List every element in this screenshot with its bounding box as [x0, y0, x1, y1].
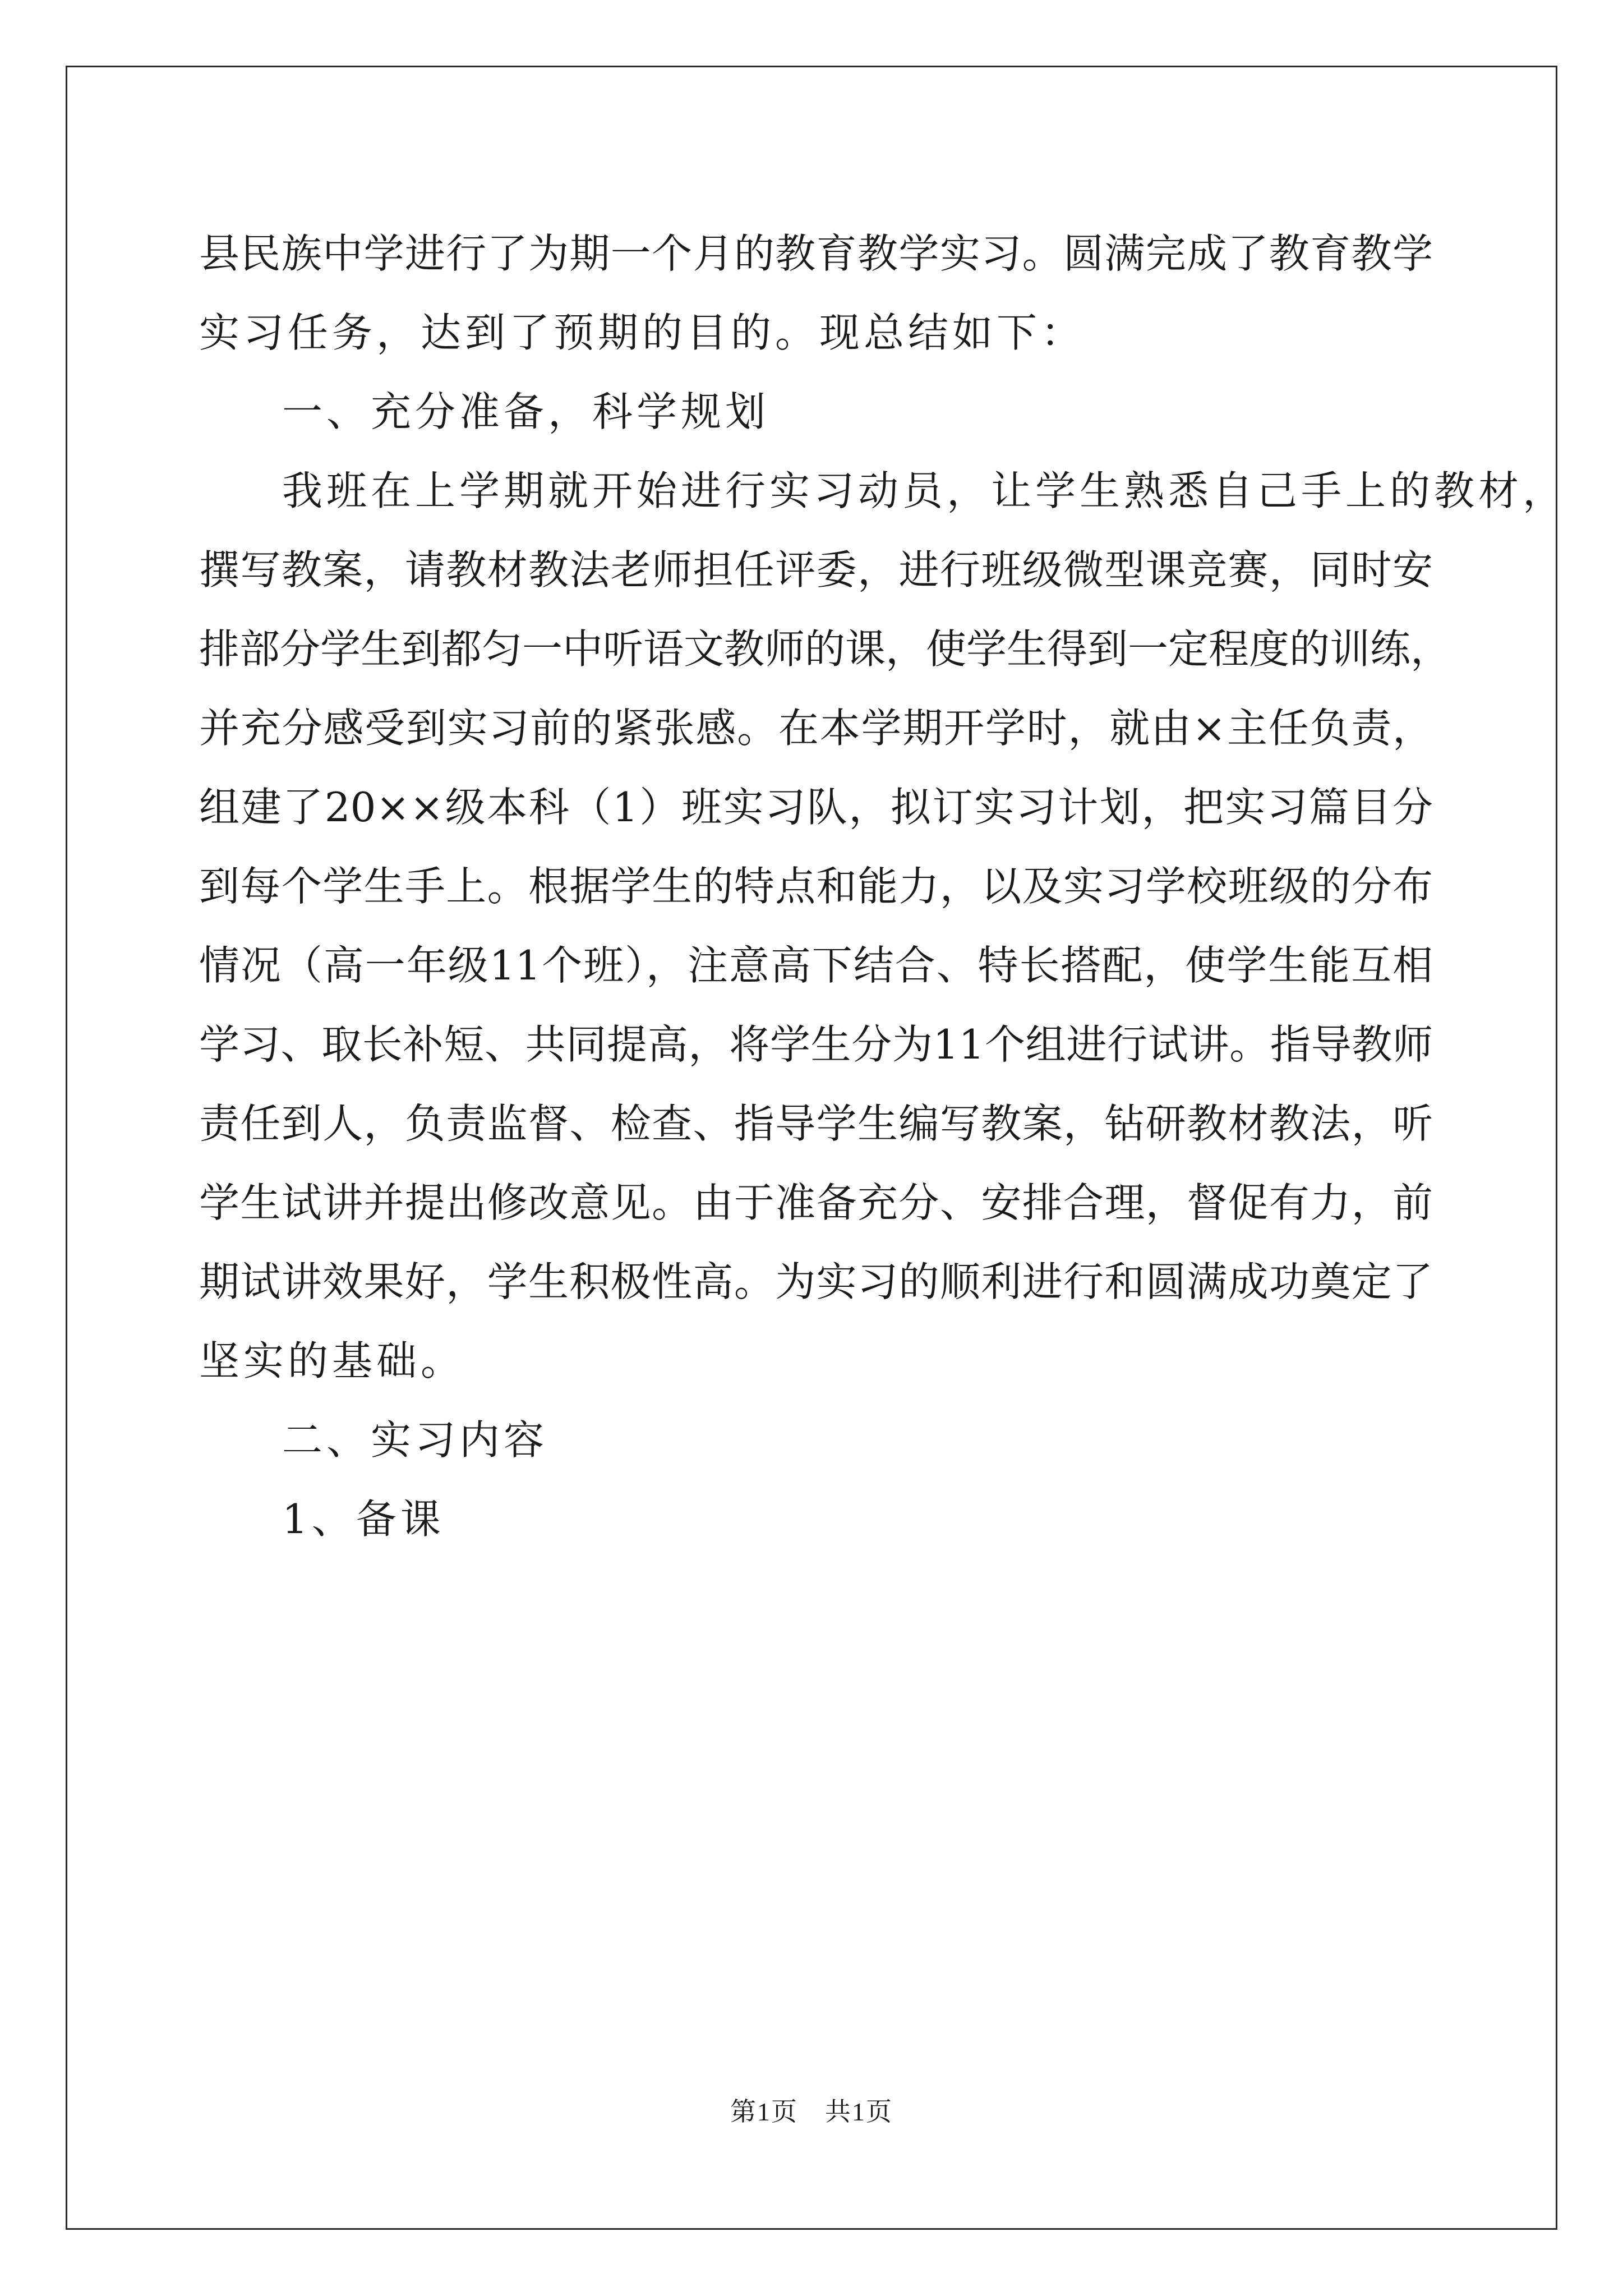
paragraph-line: 组建了20××级本科（1）班实习队，拟订实习计划，把实习篇目分 — [199, 784, 1433, 831]
paragraph-line: 撰写教案，请教材教法老师担任评委，进行班级微型课竞赛，同时安 — [199, 546, 1433, 593]
paragraph-line: 并充分感受到实习前的紧张感。在本学期开学时，就由×主任负责， — [199, 705, 1433, 752]
paragraph-line: 县民族中学进行了为期一个月的教育教学实习。圆满完成了教育教学 — [199, 230, 1433, 277]
page-number: 第1页 — [730, 2097, 798, 2126]
paragraph-line: 坚实的基础。 — [199, 1337, 465, 1384]
paragraph-line: 责任到人，负责监督、检查、指导学生编写教案，钻研教材教法，听 — [199, 1100, 1433, 1147]
page-total: 共1页 — [825, 2097, 893, 2126]
subsection-heading: 1、备课 — [282, 1496, 445, 1543]
paragraph-line: 学生试讲并提出修改意见。由于准备充分、安排合理，督促有力，前 — [199, 1179, 1433, 1226]
paragraph-line: 情况（高一年级11个班），注意高下结合、特长搭配，使学生能互相 — [199, 942, 1433, 989]
document-body — [199, 214, 1567, 1559]
page-footer — [0, 2091, 1623, 2128]
paragraph-line: 到每个学生手上。根据学生的特点和能力，以及实习学校班级的分布 — [199, 863, 1433, 910]
section-heading: 一、充分准备，科学规划 — [282, 388, 770, 435]
paragraph-line: 期试讲效果好，学生积极性高。为实习的顺利进行和圆满成功奠定了 — [199, 1258, 1433, 1305]
paragraph-line: 学习、取长补短、共同提高，将学生分为11个组进行试讲。指导教师 — [199, 1021, 1433, 1068]
paragraph-line: 实习任务，达到了预期的目的。现总结如下： — [199, 309, 1086, 356]
section-heading: 二、实习内容 — [282, 1416, 548, 1464]
paragraph-line: 我班在上学期就开始进行实习动员，让学生熟悉自己手上的教材， — [282, 467, 1567, 514]
paragraph-line: 排部分学生到都匀一中听语文教师的课，使学生得到一定程度的训练， — [199, 625, 1451, 673]
